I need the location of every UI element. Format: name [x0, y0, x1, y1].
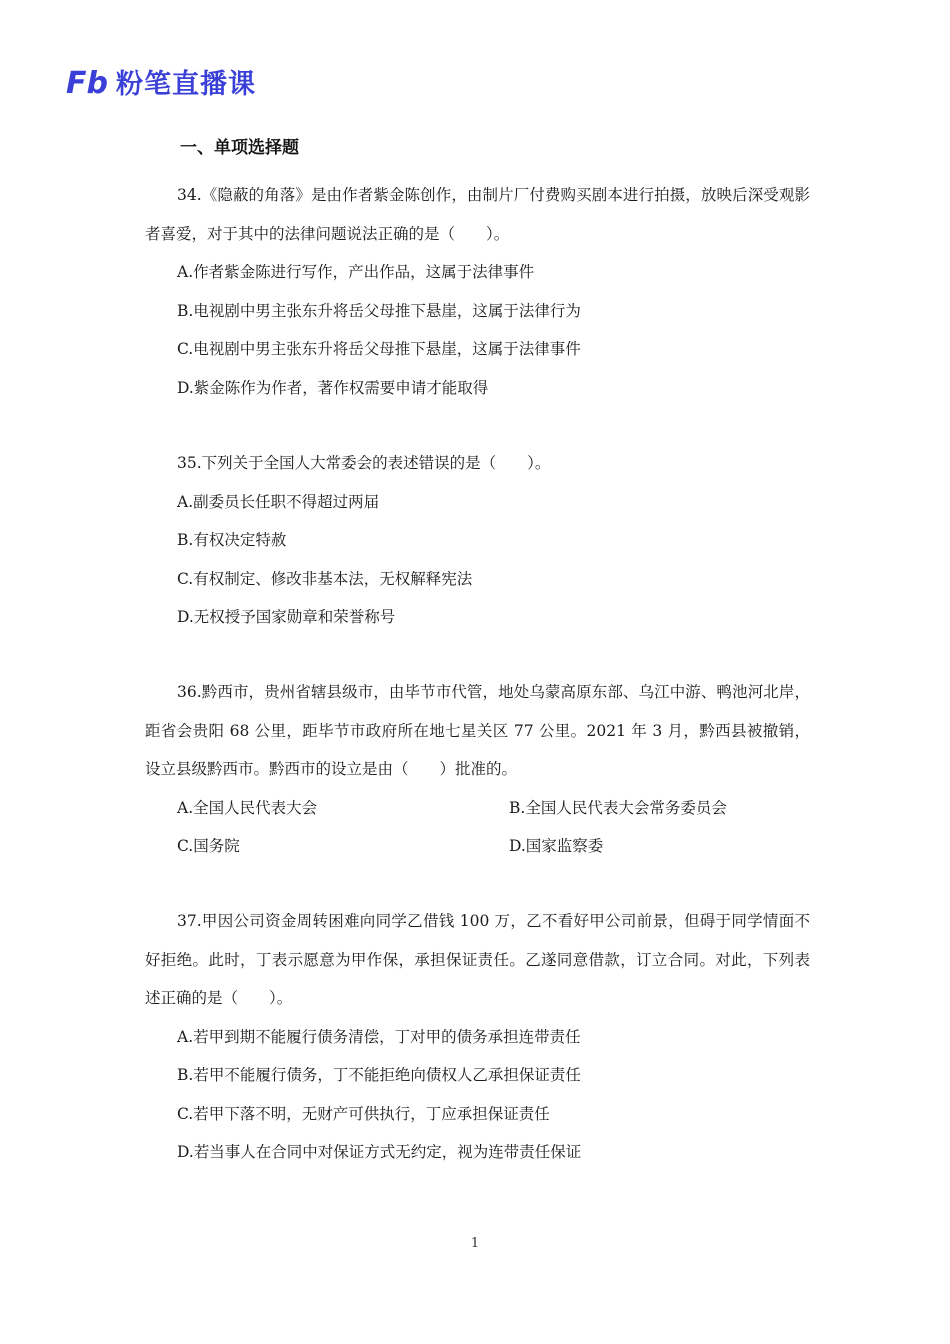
option-d: D.无权授予国家勋章和荣誉称号: [177, 608, 396, 626]
page-number: 1: [470, 1236, 480, 1251]
option-a: A.副委员长任职不得超过两届: [177, 492, 380, 511]
option-b: B.若甲不能履行债务，丁不能拒绝向债权人乙承担保证责任: [177, 1066, 581, 1084]
option-row: [145, 789, 810, 828]
option-c: C.电视剧中男主张东升将岳父母推下悬崖，这属于法律事件: [177, 340, 581, 358]
question-stem: 36.黔西市，贵州省辖县级市，由毕节市代管，地处乌蒙高原东部、乌江中游、鸭池河北岸，距省会贵阳 68 公里，距毕节市政府所在地七星关区 77 公里。2021 年 3 月，黔西县被撤销，设立县级黔西市。黔西市的设立是由（ ）批准的。: [145, 683, 810, 778]
question-34: [145, 176, 810, 407]
option-a: A.作者紫金陈进行写作，产出作品，这属于法律事件: [177, 263, 535, 281]
logo-text: 粉笔直播课: [116, 69, 256, 100]
option-c: C.国务院: [177, 837, 240, 855]
svg-text:Fb: Fb: [66, 65, 108, 99]
question-stem: 35.下列关于全国人大常委会的表述错误的是（ ）。: [177, 454, 551, 472]
fb-logo-icon: [66, 65, 110, 99]
option-c: C.有权制定、修改非基本法，无权解释宪法: [177, 569, 473, 588]
option-row: [145, 827, 810, 866]
question-stem: 37.甲因公司资金周转困难向同学乙借钱 100 万，乙不看好甲公司前景，但碍于同学情面不好拒绝。此时，丁表示愿意为甲作保，承担保证责任。乙遂同意借款，订立合同。对此，下列表述正确的是（ ）。: [145, 912, 810, 1007]
option-d: D.若当事人在合同中对保证方式无约定，视为连带责任保证: [177, 1143, 582, 1161]
question-36: [145, 673, 810, 866]
question-stem: 34.《隐蔽的角落》是由作者紫金陈创作，由制片厂付费购买剧本进行拍摄，放映后深受观影者喜爱，对于其中的法律问题说法正确的是（ ）。: [145, 186, 810, 243]
section-title: 一、单项选择题: [180, 138, 299, 158]
option-b: B.全国人民代表大会常务委员会: [509, 798, 727, 817]
option-b: B.电视剧中男主张东升将岳父母推下悬崖，这属于法律行为: [177, 301, 581, 320]
option-b: B.有权决定特赦: [177, 531, 287, 549]
question-35: [145, 444, 810, 637]
option-c: C.若甲下落不明，无财产可供执行，丁应承担保证责任: [177, 1104, 550, 1123]
option-d: D.紫金陈作为作者，著作权需要申请才能取得: [177, 378, 489, 397]
brand-logo: [66, 62, 256, 101]
option-d: D.国家监察委: [509, 837, 604, 855]
question-37: [145, 902, 810, 1172]
option-a: A.全国人民代表大会: [177, 798, 318, 817]
option-a: A.若甲到期不能履行债务清偿，丁对甲的债务承担连带责任: [177, 1027, 581, 1046]
